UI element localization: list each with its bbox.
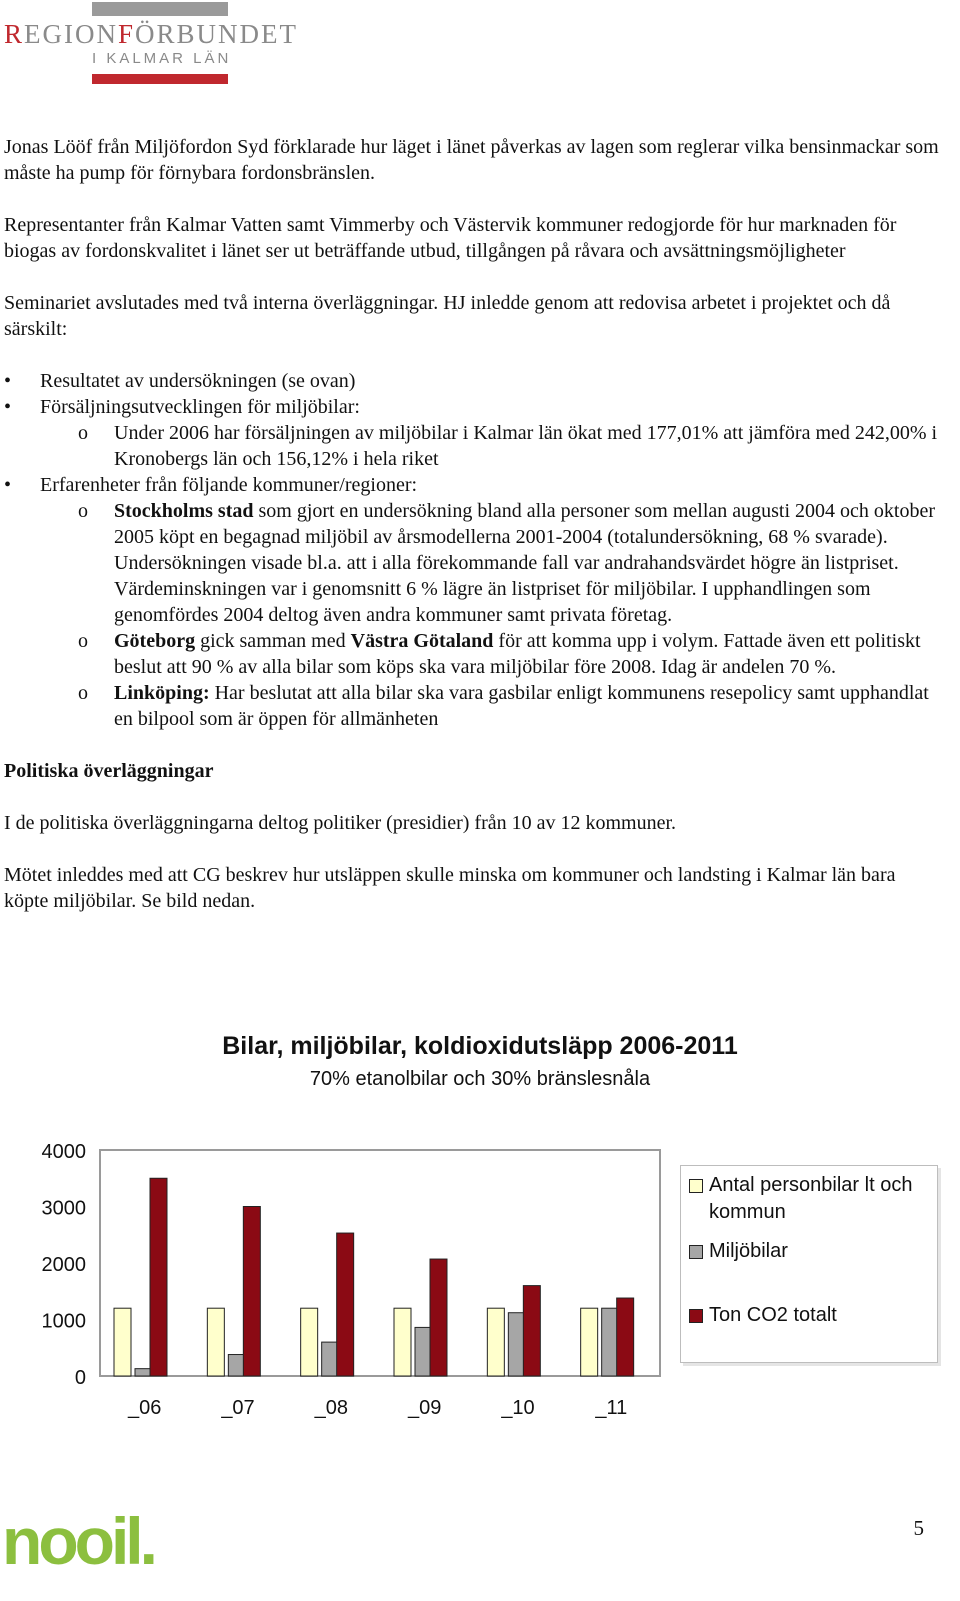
sub-item: o Linköping: Har beslutat att alla bilar ska vara gasbilar enligt kommunens resepolicy samt upphandlat en bilpool som är öppen för allmänheten [78,682,929,730]
paragraph-miljofordon: Jonas Lööf från Miljöfordon Syd förklarade hur läget i länet påverkas av lagen som reglerar vilka bensinmackar som måste ha pump för förnybara fordonsbränslen. [4,136,939,184]
bar-cars [581,1308,598,1376]
legend-swatch [689,1309,703,1323]
bar-miljobilar [508,1313,525,1376]
bar-miljobilar [228,1355,245,1376]
paragraph-seminar: Seminariet avslutades med två interna överläggningar. HJ inledde genom att redovisa arbetet i projektet och då särskilt: [4,292,891,340]
nooil-logo [2,1508,182,1572]
paragraph-meeting: Mötet inleddes med att CG beskrev hur utsläppen skulle minska om kommuner och landsting i Kalmar län bara köpte miljöbilar. Se bild nedan. [4,864,896,912]
y-tick-label: 3000 [41,1197,86,1220]
page-number: 5 [913,1516,924,1540]
legend-swatch [689,1245,703,1259]
bullet-item: • Erfarenheter från följande kommuner/regioner: o Stockholms stad som gjort en undersökning bland alla personer som mellan augusti 2004 och oktober 2005 köpt en begagnad miljöbil av årsmodellerna 2001-2004 (totalundersökning, 68 % svarade). Undersökningen visade bl.a. att i alla förekommande fall var andrahandsvärdet högre än listpriset. Värdeminskningen var i genomsnitt 6 % lägre än listpriset för miljöbilar. I upphandlingen som genomfördes 2004 deltog även andra kommuner samt privata företag. o Göteborg gick samman med Västra Götaland för att komma upp i volym. Fattade även ett politiskt beslut att 90 % av alla bilar som köps ska vara miljöbilar före 2008. Idag är andelen 70 %. o Linköping: Har beslutat att alla bilar ska vara gasbilar enligt kommunens resepolicy samt upphandlat en bilpool som är öppen för allmänheten [4,472,944,732]
bar-cars [301,1308,318,1376]
emissions-chart [0,1026,960,1446]
bullet-item: • Försäljningsutvecklingen för miljöbilar: o Under 2006 har försäljningen av miljöbilar i Kalmar län ökat med 177,01% att jämföra med 242,00% i Kronobergs län och 156,12% i hela riket [4,394,944,472]
sub-list [40,498,944,732]
bar-co2 [337,1233,354,1376]
section-heading: Politiska överläggningar [4,760,214,782]
x-tick-label: _11 [595,1397,628,1419]
logo-subtitle: I KALMAR LÄN [92,50,232,67]
bar-co2 [523,1286,540,1376]
logo-red-bar [92,74,228,84]
paragraph-politicians: I de politiska överläggningarna deltog politiker (presidier) från 10 av 12 kommuner. [4,812,677,834]
logo-wordmark: REGIONFÖRBUNDET [4,19,299,49]
sub-item: o Göteborg gick samman med Västra Götaland för att komma upp i volym. Fattade även ett politiskt beslut att 90 % av alla bilar som köps ska vara miljöbilar före 2008. Idag är andelen 70 %. [78,630,921,678]
bar-miljobilar [602,1308,619,1376]
legend-swatch [689,1179,703,1193]
sub-item: o Under 2006 har försäljningen av miljöbilar i Kalmar län ökat med 177,01% att jämföra med 242,00% i Kronobergs län och 156,12% i hela riket [78,422,938,470]
chart-title: Bilar, miljöbilar, koldioxidutsläpp 2006-2011 [222,1032,738,1060]
document-body [4,134,944,940]
paragraph-biogas: Representanter från Kalmar Vatten samt Vimmerby och Västervik kommuner redogjorde för hur marknaden för biogas av fordonskvalitet i länet ser ut beträffande utbud, tillgången på råvara och avsättningsmöjligheter [4,214,897,262]
x-tick-label: _09 [407,1397,442,1419]
bar-co2 [150,1178,167,1376]
bar-co2 [430,1259,447,1376]
x-tick-label: _08 [314,1397,349,1419]
bullet-item: • Resultatet av undersökningen (se ovan) [4,368,944,394]
bar-co2 [243,1207,260,1377]
x-tick-label: _10 [501,1397,535,1419]
y-tick-label: 4000 [41,1141,86,1163]
y-tick-label: 2000 [41,1254,86,1276]
sub-list [40,420,944,472]
bar-cars [207,1308,224,1376]
bar-miljobilar [415,1327,432,1376]
x-tick-label: _07 [221,1397,255,1419]
bar-miljobilar [135,1369,152,1376]
nooil-wordmark: nooil. [2,1508,154,1572]
chart-subtitle: 70% etanolbilar och 30% bränslesnåla [309,1068,651,1090]
legend-item-cars: Antal personbilar lt och kommun [689,1172,933,1226]
bar-cars [114,1308,131,1376]
y-tick-label: 0 [74,1367,86,1389]
bullet-list [4,368,944,732]
bar-co2 [617,1298,634,1376]
logo-top-bar [92,2,228,16]
y-tick-label: 1000 [41,1310,86,1333]
chart-legend [680,1165,938,1363]
bar-cars [487,1308,504,1376]
regionforbundet-logo [4,2,324,88]
x-tick-label: _06 [127,1397,162,1419]
sub-item: o Stockholms stad som gjort en undersökning bland alla personer som mellan augusti 2004 och oktober 2005 köpt en begagnad miljöbil av årsmodellerna 2001-2004 (totalundersökning, 68 % svarade). Undersökningen visade bl.a. att i alla förekommande fall var andrahandsvärdet högre än listpriset. Värdeminskningen var i genomsnitt 6 % lägre än listpriset för miljöbilar. I upphandlingen som genomfördes 2004 deltog även andra kommuner samt privata företag. [78,500,936,626]
plot-frame [100,1150,660,1376]
bar-miljobilar [322,1342,339,1376]
bar-cars [394,1308,411,1376]
legend-item-co2: Ton CO2 totalt [689,1302,933,1329]
legend-item-miljobilar: Miljöbilar [689,1238,933,1265]
